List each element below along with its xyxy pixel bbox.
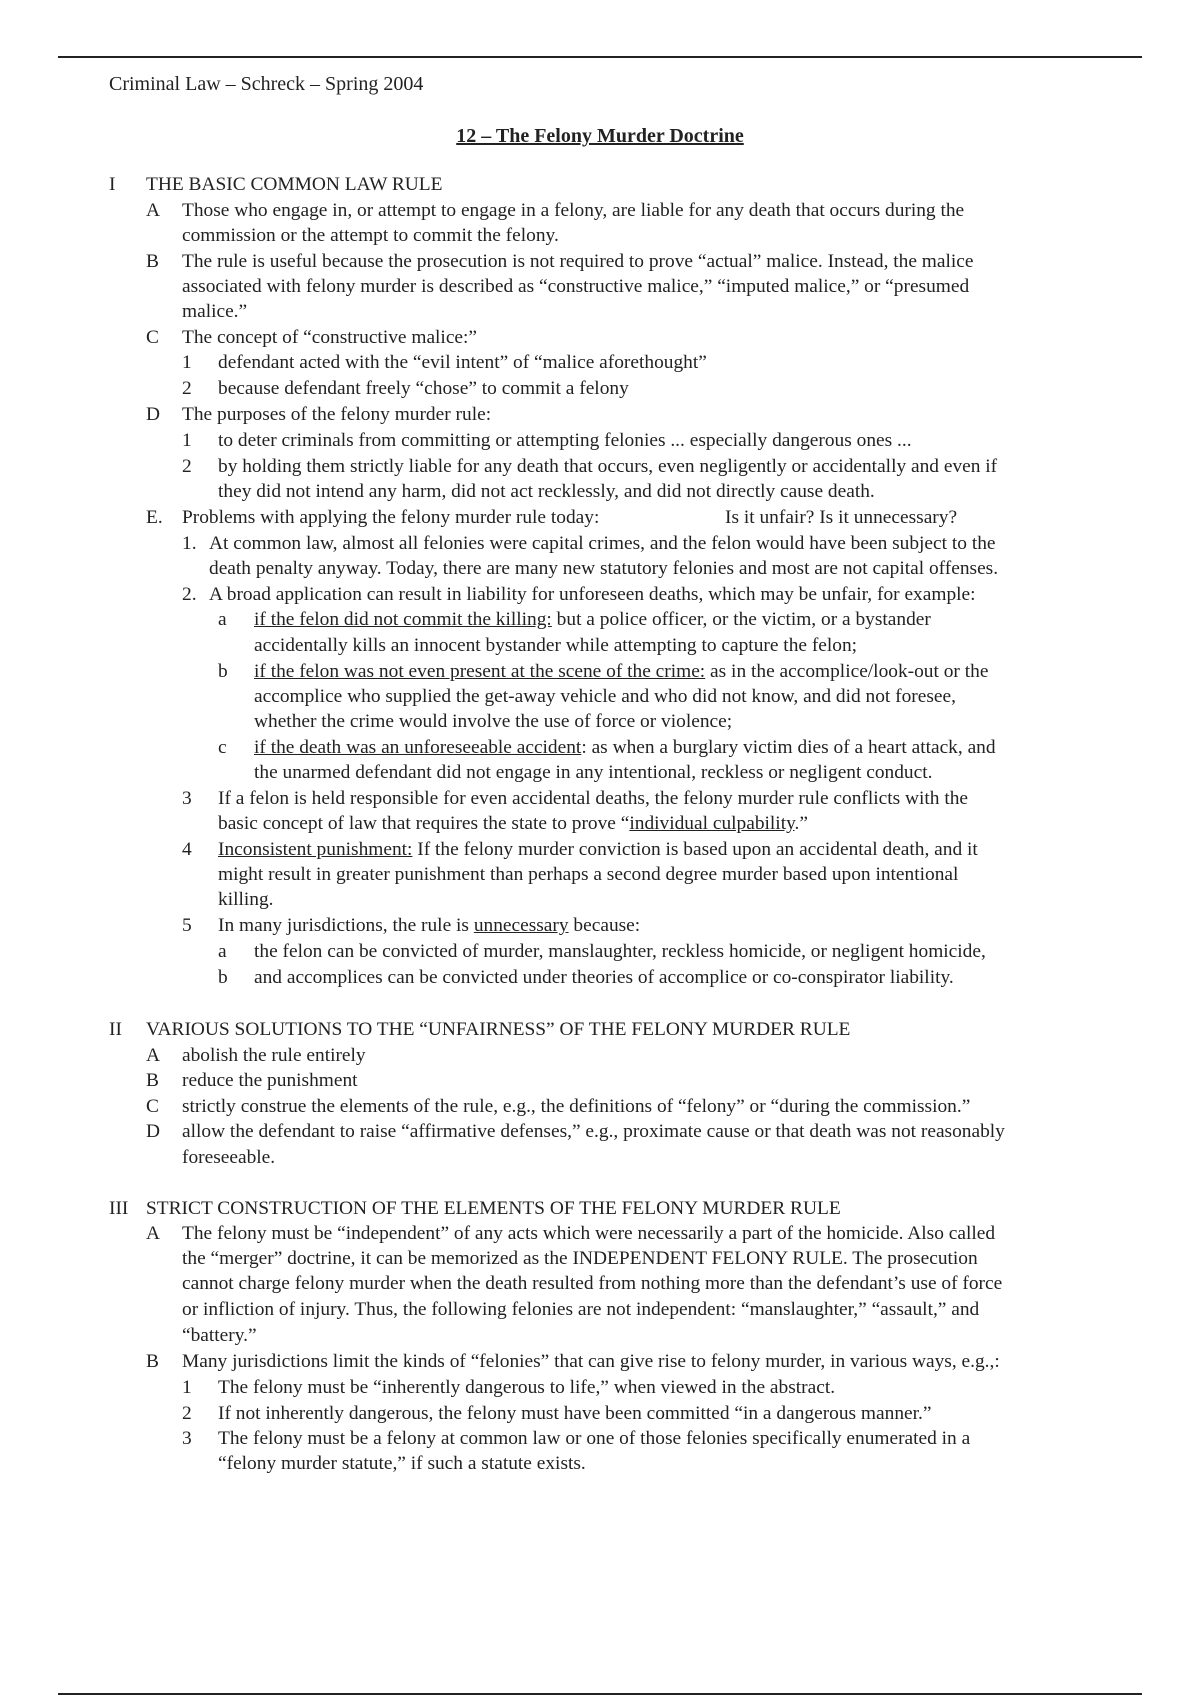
underlined-text: Inconsistent punishment: — [218, 839, 413, 860]
underlined-text: if the felon did not commit the killing: — [254, 609, 552, 630]
section-heading: VARIOUS SOLUTIONS TO THE “UNFAIRNESS” OF THE FELONY MURDER RULE — [146, 1019, 851, 1040]
text-line: accidentally kills an innocent bystander while attempting to capture the felon; — [254, 635, 858, 656]
item-label: 1. — [182, 533, 197, 554]
text-line: The felony must be “inherently dangerous to life,” when viewed in the abstract. — [218, 1377, 836, 1398]
text-line: abolish the rule entirely — [182, 1045, 366, 1066]
text-line: cannot charge felony murder when the death resulted from nothing more than the defendant’s use of force — [182, 1273, 1003, 1294]
text-line: If not inherently dangerous, the felony must have been committed “in a dangerous manner.” — [218, 1403, 932, 1424]
item-label: E. — [146, 507, 163, 528]
text-line — [254, 736, 996, 760]
item-label: B — [146, 1070, 159, 1091]
item-label: b — [218, 967, 228, 988]
text-line — [218, 812, 808, 836]
text-line: to deter criminals from committing or attempting felonies ... especially dangerous ones ... — [218, 430, 912, 451]
item-label: C — [146, 327, 159, 348]
top-rule — [58, 56, 1142, 58]
underlined-text: if the death was an unforeseeable accident — [254, 737, 582, 758]
item-label: 2. — [182, 584, 197, 605]
item-label: 3 — [182, 788, 192, 809]
item-label: a — [218, 941, 227, 962]
text-line: The felony must be a felony at common law or one of those felonies specifically enumerated in a — [218, 1428, 971, 1449]
text-line: foreseeable. — [182, 1147, 276, 1168]
text-span: If the felony murder conviction is based upon an accidental death, and it — [412, 839, 978, 860]
text-span: as in the accomplice/look-out or the — [705, 661, 989, 682]
text-line: If a felon is held responsible for even accidental deaths, the felony murder rule conflicts with the — [218, 788, 969, 809]
text-line: because defendant freely “chose” to commit a felony — [218, 378, 629, 399]
text-span: but a police officer, or the victim, or a bystander — [551, 609, 931, 630]
text-line — [254, 608, 931, 632]
text-line: A broad application can result in liability for unforeseen deaths, which may be unfair, for example: — [209, 584, 976, 605]
item-label: A — [146, 1223, 161, 1244]
text-line: or infliction of injury. Thus, the following felonies are not independent: “manslaughter,” “assault,” and — [182, 1299, 980, 1320]
item-label: 4 — [182, 839, 192, 860]
text-line: the felon can be convicted of murder, manslaughter, reckless homicide, or negligent homicide, — [254, 941, 986, 962]
section-number: I — [109, 174, 116, 195]
text-line: commission or the attempt to commit the felony. — [182, 225, 559, 246]
text-line: they did not intend any harm, did not act recklessly, and did not directly cause death. — [218, 481, 875, 502]
text-line: Problems with applying the felony murder rule today: — [182, 507, 600, 528]
item-label: 5 — [182, 915, 192, 936]
text-line — [218, 838, 978, 862]
text-line: “felony murder statute,” if such a statute exists. — [218, 1453, 586, 1474]
text-line: the unarmed defendant did not engage in any intentional, reckless or negligent conduct. — [254, 762, 933, 783]
text-line: allow the defendant to raise “affirmative defenses,” e.g., proximate cause or that death was not reasonably — [182, 1121, 1005, 1142]
item-label: 1 — [182, 352, 192, 373]
item-label: B — [146, 1351, 159, 1372]
text-line: Those who engage in, or attempt to engage in a felony, are liable for any death that occurs during the — [182, 200, 965, 221]
page-header: Criminal Law – Schreck – Spring 2004 — [109, 73, 424, 95]
section-heading: THE BASIC COMMON LAW RULE — [146, 174, 443, 195]
text-line: The felony must be “independent” of any acts which were necessarily a part of the homicide. Also called — [182, 1223, 996, 1244]
text-line: reduce the punishment — [182, 1070, 358, 1091]
text-line: death penalty anyway. Today, there are many new statutory felonies and most are not capital offenses. — [209, 558, 999, 579]
text-line — [254, 660, 988, 684]
bottom-rule — [58, 1693, 1142, 1695]
text-line: whether the crime would involve the use of force or violence; — [254, 711, 733, 732]
item-label: c — [218, 737, 227, 758]
text-span: : as when a burglary victim dies of a heart attack, and — [581, 737, 996, 758]
text-line: by holding them strictly liable for any death that occurs, even negligently or accidentally and even if — [218, 456, 998, 477]
text-span: basic concept of law that requires the state to prove “ — [218, 813, 630, 834]
text-line: might result in greater punishment than perhaps a second degree murder based upon intentional — [218, 864, 959, 885]
text-line: “battery.” — [182, 1325, 257, 1346]
item-label: b — [218, 661, 228, 682]
text-line: defendant acted with the “evil intent” of “malice aforethought” — [218, 352, 707, 373]
item-label: A — [146, 1045, 161, 1066]
underlined-text: unnecessary — [473, 915, 569, 936]
text-line: the “merger” doctrine, it can be memorized as the INDEPENDENT FELONY RULE. The prosecution — [182, 1248, 978, 1269]
text-line: At common law, almost all felonies were capital crimes, and the felon would have been subject to the — [209, 533, 996, 554]
text-line: The concept of “constructive malice:” — [182, 327, 478, 348]
document-title: 12 – The Felony Murder Doctrine — [456, 125, 744, 147]
text-line: The purposes of the felony murder rule: — [182, 404, 492, 425]
item-label: B — [146, 251, 159, 272]
item-label: 2 — [182, 456, 192, 477]
item-label: A — [146, 200, 161, 221]
text-line: associated with felony murder is described as “constructive malice,” “imputed malice,” or “presumed — [182, 276, 970, 297]
item-label: C — [146, 1096, 159, 1117]
text-line — [218, 914, 640, 938]
text-span: .” — [794, 813, 808, 834]
text-line: malice.” — [182, 301, 248, 322]
item-label: 1 — [182, 1377, 192, 1398]
section-number: II — [109, 1019, 122, 1040]
item-label: 2 — [182, 378, 192, 399]
text-line: Many jurisdictions limit the kinds of “felonies” that can give rise to felony murder, in various ways, e.g.,: — [182, 1351, 1000, 1372]
item-label: 3 — [182, 1428, 192, 1449]
underlined-text: individual culpability — [629, 813, 795, 834]
section-heading: STRICT CONSTRUCTION OF THE ELEMENTS OF THE FELONY MURDER RULE — [146, 1198, 841, 1219]
text-span: because: — [568, 915, 641, 936]
item-label: D — [146, 404, 161, 425]
item-label: 1 — [182, 430, 192, 451]
item-label: 2 — [182, 1403, 192, 1424]
item-label: D — [146, 1121, 161, 1142]
text-line: and accomplices can be convicted under theories of accomplice or co-conspirator liability. — [254, 967, 954, 988]
text-line: The rule is useful because the prosecution is not required to prove “actual” malice. Instead, the malice — [182, 251, 974, 272]
text-line: Is it unfair? Is it unnecessary? — [725, 507, 958, 528]
section-number: III — [109, 1198, 129, 1219]
text-span: In many jurisdictions, the rule is — [218, 915, 474, 936]
underlined-text: if the felon was not even present at the scene of the crime: — [254, 661, 706, 682]
item-label: a — [218, 609, 227, 630]
text-line: accomplice who supplied the get-away vehicle and who did not know, and did not foresee, — [254, 686, 956, 707]
text-line: killing. — [218, 889, 274, 910]
text-line: strictly construe the elements of the rule, e.g., the definitions of “felony” or “during the commission.” — [182, 1096, 971, 1117]
